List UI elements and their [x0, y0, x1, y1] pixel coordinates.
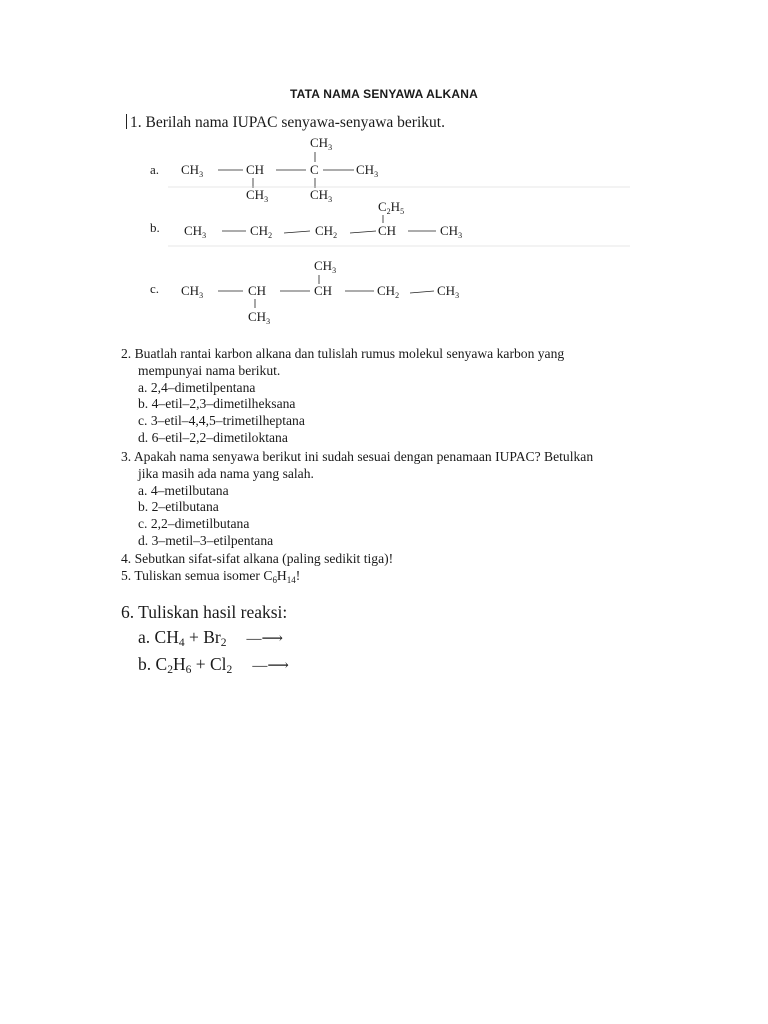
question-6: [121, 600, 289, 679]
question-3-line-2: jika masih ada nama yang salah.: [138, 465, 314, 481]
arrow-icon: —⟶: [246, 631, 284, 647]
svg-text:CH3: $CH_3$: [248, 309, 271, 326]
question-1: [126, 114, 445, 132]
list-item: d. 3–metil–3–etilpentana: [138, 532, 274, 548]
list-item: a. 2,4–dimetilpentana: [138, 379, 256, 395]
svg-text:CH: CH: [314, 283, 333, 298]
list-item: b. 2–etilbutana: [138, 499, 219, 515]
svg-text:CH: CH: [248, 283, 267, 298]
structural-formulas: [138, 134, 638, 330]
svg-text:C: C: [310, 162, 319, 177]
svg-text:CH3: $CH_3$: [437, 283, 460, 300]
list-item: a. 4–metilbutana: [138, 482, 229, 498]
svg-text:CH3: $CH_3$: [246, 187, 269, 204]
svg-text:CH2: $CH_2$: [250, 223, 273, 240]
svg-text:CH: CH: [378, 223, 397, 238]
question-3-line-1: 3. Apakah nama senyawa berikut ini sudah sesuai dengan penamaan IUPAC? Betulkan: [121, 449, 594, 464]
list-item: b. 4–etil–2,3–dimetilheksana: [138, 396, 296, 412]
question-1-text: 1. Berilah nama IUPAC senyawa-senyawa berikut.: [130, 114, 445, 131]
svg-text:CH3: $CH_3$: [310, 135, 333, 152]
formula-c: [181, 258, 459, 326]
svg-text:CH3: $CH_3$: [181, 283, 204, 300]
list-item: d. 6–etil–2,2–dimetiloktana: [138, 429, 288, 445]
svg-text:C2H5: $C_2H_5$: [378, 199, 405, 216]
arrow-icon: —⟶: [252, 658, 289, 674]
page-title: TATA NAMA SENYAWA ALKANA: [290, 87, 478, 101]
svg-text:CH3: $CH_3$: [314, 258, 337, 275]
reaction-b: b. $C_2H_6 + Cl_2$ —⟶: [121, 652, 289, 679]
list-item: c. 3–etil–4,4,5–trimetilheptana: [138, 413, 305, 429]
question-4: 4. Sebutkan sifat-sifat alkana (paling sedikit tiga)!: [121, 551, 394, 566]
svg-text:CH3: $CH_3$: [440, 223, 463, 240]
question-6-title: 6. Tuliskan hasil reaksi:: [121, 602, 288, 622]
svg-text:CH3: $CH_3$: [356, 162, 379, 179]
question-5: 5. Tuliskan semua isomer $C_6H_{14}$!: [121, 567, 301, 585]
reaction-a: a. $CH_4 + Br_2$ —⟶: [121, 625, 289, 652]
text-cursor: [126, 114, 127, 129]
svg-text:CH2: $CH_2$: [377, 283, 400, 300]
svg-text:CH3: $CH_3$: [181, 162, 204, 179]
formula-a: [181, 135, 378, 204]
question-2: [121, 346, 564, 447]
formula-b: [184, 199, 462, 240]
question-2-line-1: 2. Buatlah rantai karbon alkana dan tulislah rumus molekul senyawa karbon yang: [121, 346, 565, 361]
question-2-line-2: mempunyai nama berikut.: [138, 362, 281, 378]
question-3: [121, 449, 593, 550]
svg-text:CH3: $CH_3$: [310, 187, 333, 204]
formula-a-label: a.: [150, 162, 160, 177]
formula-b-label: b.: [150, 220, 160, 235]
svg-text:CH: CH: [246, 162, 265, 177]
formula-c-label: c.: [150, 281, 160, 296]
list-item: c. 2,2–dimetilbutana: [138, 516, 250, 532]
question-4-5: [121, 551, 393, 585]
svg-text:CH3: $CH_3$: [184, 223, 207, 240]
svg-text:CH2: $CH_2$: [315, 223, 338, 240]
